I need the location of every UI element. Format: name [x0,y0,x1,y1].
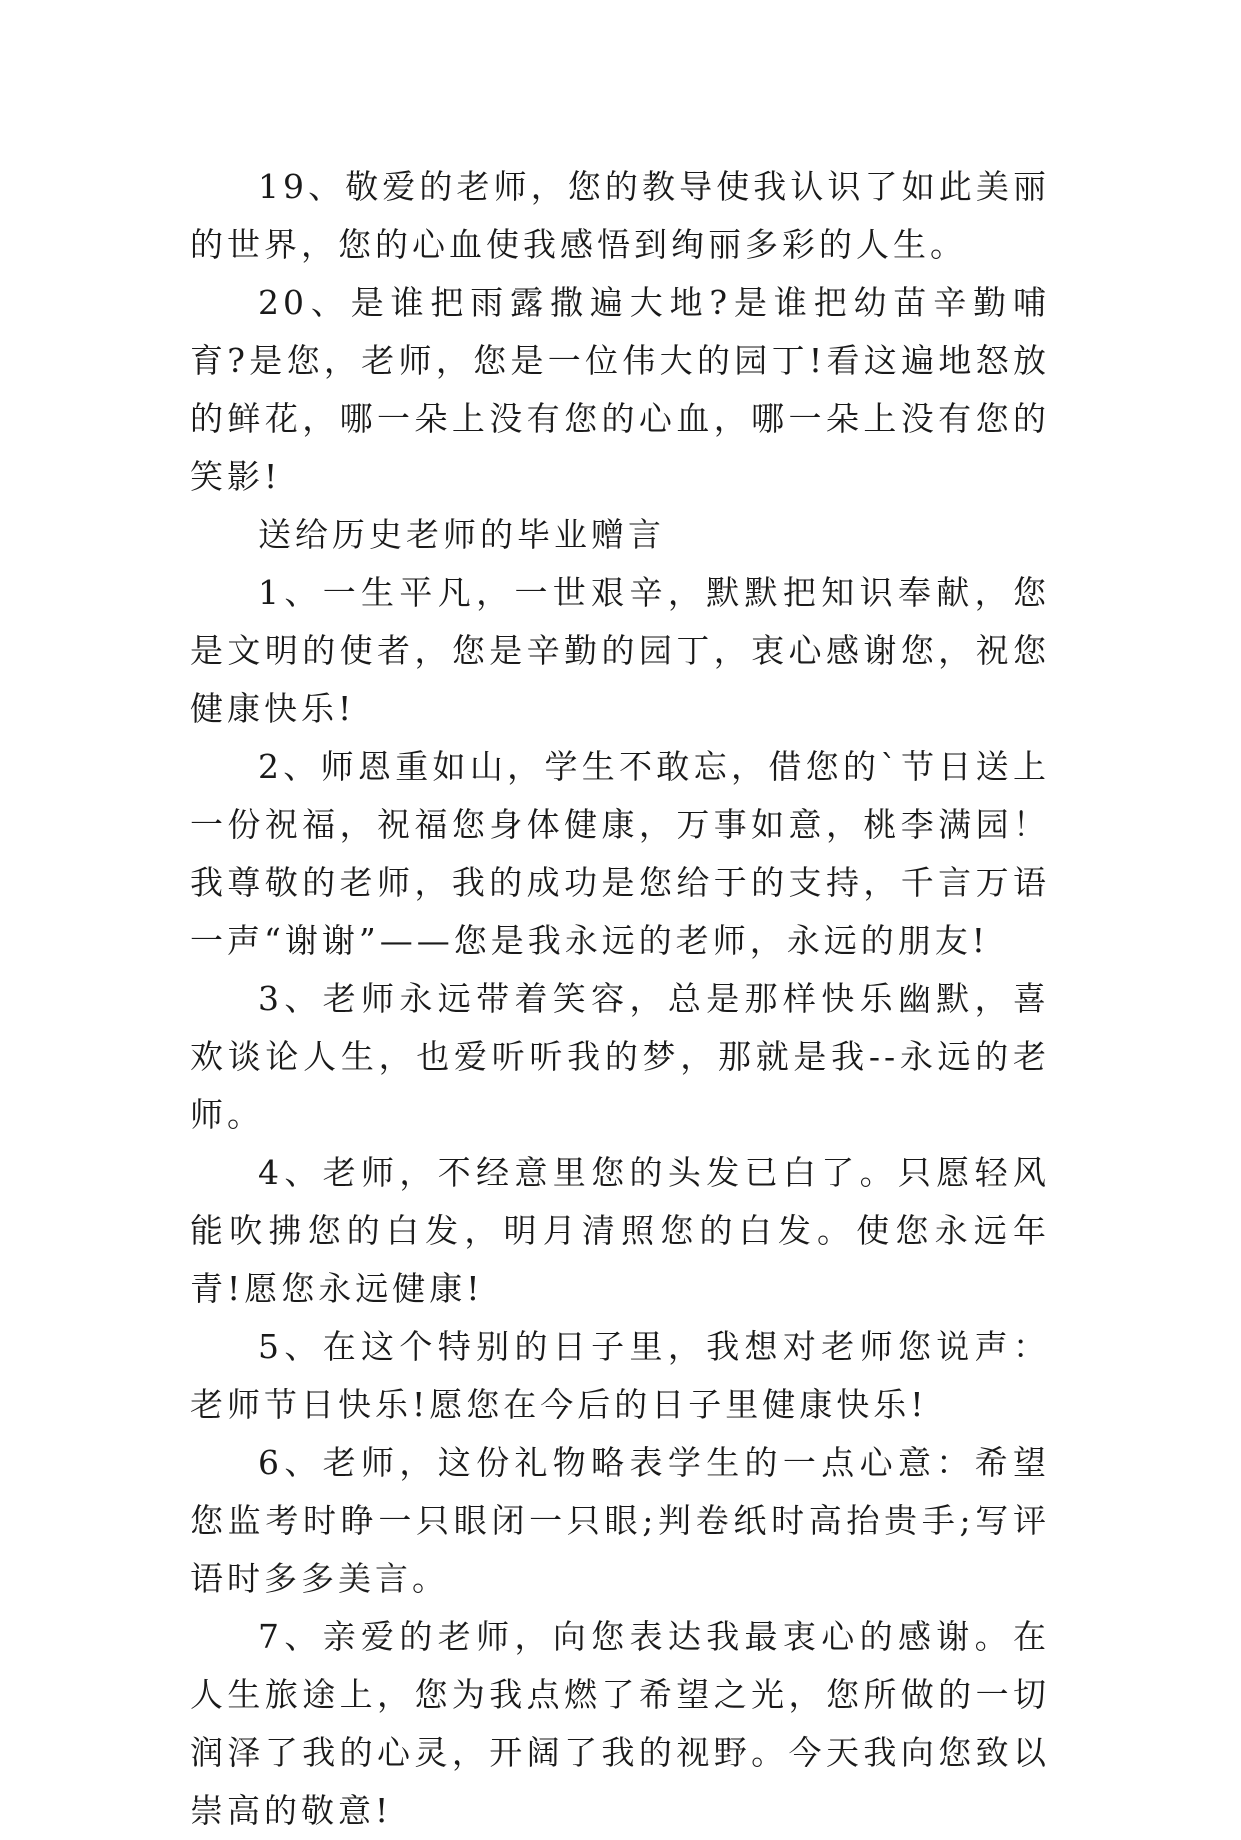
paragraph-4: 4、老师，不经意里您的头发已白了。只愿轻风能吹拂您的白发，明月清照您的白发。使您永远年青!愿您永远健康! [190,1153,1050,1308]
paragraph-5: 5、在这个特别的日子里，我想对老师您说声：老师节日快乐!愿您在今后的日子里健康快乐! [190,1327,1050,1424]
document-body [190,158,1050,1840]
section-heading: 送给历史老师的毕业赠言 [258,515,665,554]
paragraph-1: 1、一生平凡，一世艰辛，默默把知识奉献，您是文明的使者，您是辛勤的园丁，衷心感谢您，祝您健康快乐! [190,573,1050,728]
paragraph-2: 2、师恩重如山，学生不敢忘，借您的`节日送上一份祝福，祝福您身体健康，万事如意，桃李满园！我尊敬的老师，我的成功是您给于的支持，千言万语一声“谢谢”——您是我永远的老师，永远的朋友! [190,747,1050,960]
paragraph-7: 7、亲爱的老师，向您表达我最衷心的感谢。在人生旅途上，您为我点燃了希望之光，您所做的一切润泽了我的心灵，开阔了我的视野。今天我向您致以崇高的敬意! [190,1617,1050,1830]
paragraph-20: 20、是谁把雨露撒遍大地?是谁把幼苗辛勤哺育?是您，老师，您是一位伟大的园丁!看这遍地怒放的鲜花，哪一朵上没有您的心血，哪一朵上没有您的笑影! [190,283,1050,496]
paragraph-19: 19、敬爱的老师，您的教导使我认识了如此美丽的世界，您的心血使我感悟到绚丽多彩的人生。 [190,167,1050,264]
paragraph-6: 6、老师，这份礼物略表学生的一点心意：希望您监考时睁一只眼闭一只眼;判卷纸时高抬贵手;写评语时多多美言。 [190,1443,1050,1598]
paragraph-3: 3、老师永远带着笑容，总是那样快乐幽默，喜欢谈论人生，也爱听听我的梦，那就是我--永远的老师。 [190,979,1050,1134]
